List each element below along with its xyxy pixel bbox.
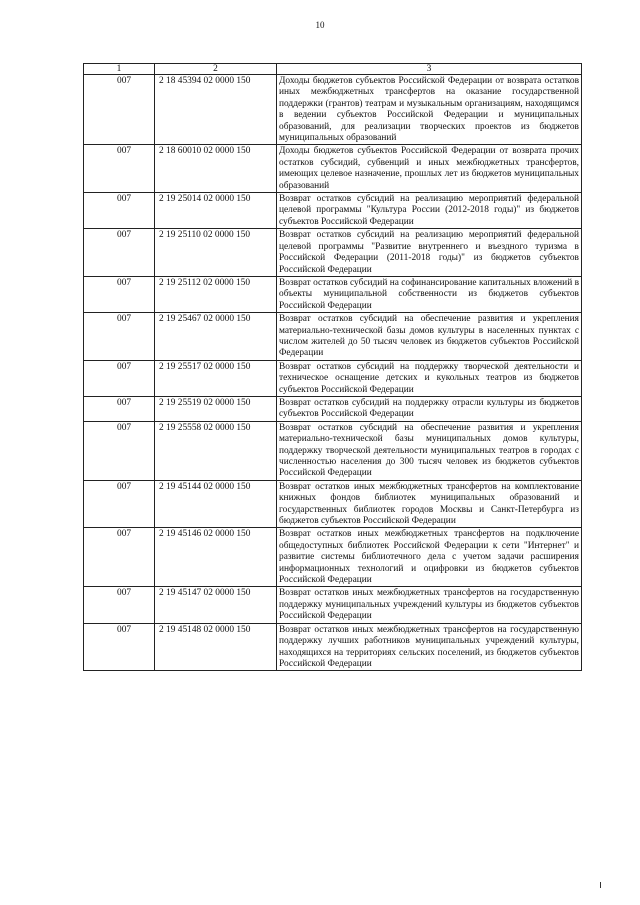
column-header-code: 2 <box>155 64 277 75</box>
budget-codes-table <box>83 63 582 671</box>
revenue-code-cell: 2 19 45146 02 0000 150 <box>155 528 277 587</box>
admin-code-cell: 007 <box>84 480 155 528</box>
revenue-code-cell: 2 19 25517 02 0000 150 <box>155 360 277 396</box>
table-row <box>84 421 582 480</box>
admin-code-cell: 007 <box>84 421 155 480</box>
revenue-name-cell: Возврат остатков субсидий на поддержку отрасли культуры из бюджетов субъектов Российской Федерации <box>277 396 582 421</box>
admin-code-cell: 007 <box>84 145 155 193</box>
revenue-name-cell: Возврат остатков субсидий на обеспечение развития и укрепления материально-технической базы домов культуры в населенных пунктах с числом жителей до 50 тысяч человек из бюджетов субъектов Российской Федерации <box>277 313 582 361</box>
table-header-row <box>84 64 582 75</box>
revenue-name-cell: Возврат остатков иных межбюджетных трансфертов на подключение общедоступных библиотек Российской Федерации к сети "Интернет" и развитие системы библиотечного дела с учетом задачи расширения информационных технологий и оцифровки из бюджетов субъектов Российской Федерации <box>277 528 582 587</box>
table-row <box>84 360 582 396</box>
table-row <box>84 528 582 587</box>
revenue-name-cell: Возврат остатков иных межбюджетных трансфертов на комплектование книжных фондов библиотек муниципальных образований и государственных библиотек городов Москвы и Санкт-Петербурга из бюджетов субъектов Российской Федерации <box>277 480 582 528</box>
table-row <box>84 313 582 361</box>
revenue-code-cell: 2 19 25519 02 0000 150 <box>155 396 277 421</box>
revenue-code-cell: 2 19 45144 02 0000 150 <box>155 480 277 528</box>
revenue-name-cell: Возврат остатков иных межбюджетных трансфертов на государственную поддержку муниципальных учреждений культуры из бюджетов субъектов Российской Федерации <box>277 587 582 623</box>
revenue-code-cell: 2 19 25558 02 0000 150 <box>155 421 277 480</box>
page-number: 10 <box>315 20 325 30</box>
admin-code-cell: 007 <box>84 229 155 277</box>
revenue-code-cell: 2 19 25014 02 0000 150 <box>155 193 277 229</box>
revenue-name-cell: Доходы бюджетов субъектов Российской Федерации от возврата прочих остатков субсидий, субвенций и иных межбюджетных трансфертов, имеющих целевое назначение, прошлых лет из бюджетов муниципальных образований <box>277 145 582 193</box>
revenue-code-cell: 2 18 45394 02 0000 150 <box>155 75 277 145</box>
revenue-name-cell: Доходы бюджетов субъектов Российской Федерации от возврата остатков иных межбюджетных трансфертов на оказание государственной поддержки (грантов) театрам и музыкальным организациям, находящимся в ведении субъектов Российской Федерации и муниципальных образований, для реализации творческих проектов из бюджетов муниципальных образований <box>277 75 582 145</box>
revenue-code-cell: 2 18 60010 02 0000 150 <box>155 145 277 193</box>
revenue-name-cell: Возврат остатков иных межбюджетных трансфертов на государственную поддержку лучших работников муниципальных учреждений культуры, находящихся на территориях сельских поселений, из бюджетов субъектов Российской Федерации <box>277 623 582 671</box>
revenue-code-cell: 2 19 45147 02 0000 150 <box>155 587 277 623</box>
table-row <box>84 276 582 312</box>
admin-code-cell: 007 <box>84 193 155 229</box>
revenue-name-cell: Возврат остатков субсидий на реализацию мероприятий федеральной целевой программы "Развитие внутреннего и въездного туризма в Российской Федерации (2011-2018 годы)" из бюджетов субъектов Российской Федерации <box>277 229 582 277</box>
admin-code-cell: 007 <box>84 396 155 421</box>
table-row <box>84 229 582 277</box>
revenue-code-cell: 2 19 25110 02 0000 150 <box>155 229 277 277</box>
revenue-code-cell: 2 19 25467 02 0000 150 <box>155 313 277 361</box>
admin-code-cell: 007 <box>84 528 155 587</box>
table-row <box>84 145 582 193</box>
scan-edge-mark <box>600 882 601 888</box>
revenue-name-cell: Возврат остатков субсидий на реализацию мероприятий федеральной целевой программы "Культура России (2012-2018 годы)" из бюджетов субъектов Российской Федерации <box>277 193 582 229</box>
admin-code-cell: 007 <box>84 75 155 145</box>
table-row <box>84 396 582 421</box>
admin-code-cell: 007 <box>84 587 155 623</box>
revenue-code-cell: 2 19 45148 02 0000 150 <box>155 623 277 671</box>
table-row <box>84 623 582 671</box>
admin-code-cell: 007 <box>84 623 155 671</box>
admin-code-cell: 007 <box>84 276 155 312</box>
column-header-admin: 1 <box>84 64 155 75</box>
table-row <box>84 75 582 145</box>
column-header-name: 3 <box>277 64 582 75</box>
revenue-name-cell: Возврат остатков субсидий на обеспечение развития и укрепления материально-технической базы муниципальных домов культуры, поддержку творческой деятельности муниципальных театров в городах с численностью населения до 300 тысяч человек из бюджетов субъектов Российской Федерации <box>277 421 582 480</box>
table-row <box>84 480 582 528</box>
revenue-name-cell: Возврат остатков субсидий на софинансирование капитальных вложений в объекты муниципальной собственности из бюджетов субъектов Российской Федерации <box>277 276 582 312</box>
admin-code-cell: 007 <box>84 313 155 361</box>
revenue-name-cell: Возврат остатков субсидий на поддержку творческой деятельности и техническое оснащение детских и кукольных театров из бюджетов субъектов Российской Федерации <box>277 360 582 396</box>
admin-code-cell: 007 <box>84 360 155 396</box>
revenue-code-cell: 2 19 25112 02 0000 150 <box>155 276 277 312</box>
table-row <box>84 587 582 623</box>
table-row <box>84 193 582 229</box>
